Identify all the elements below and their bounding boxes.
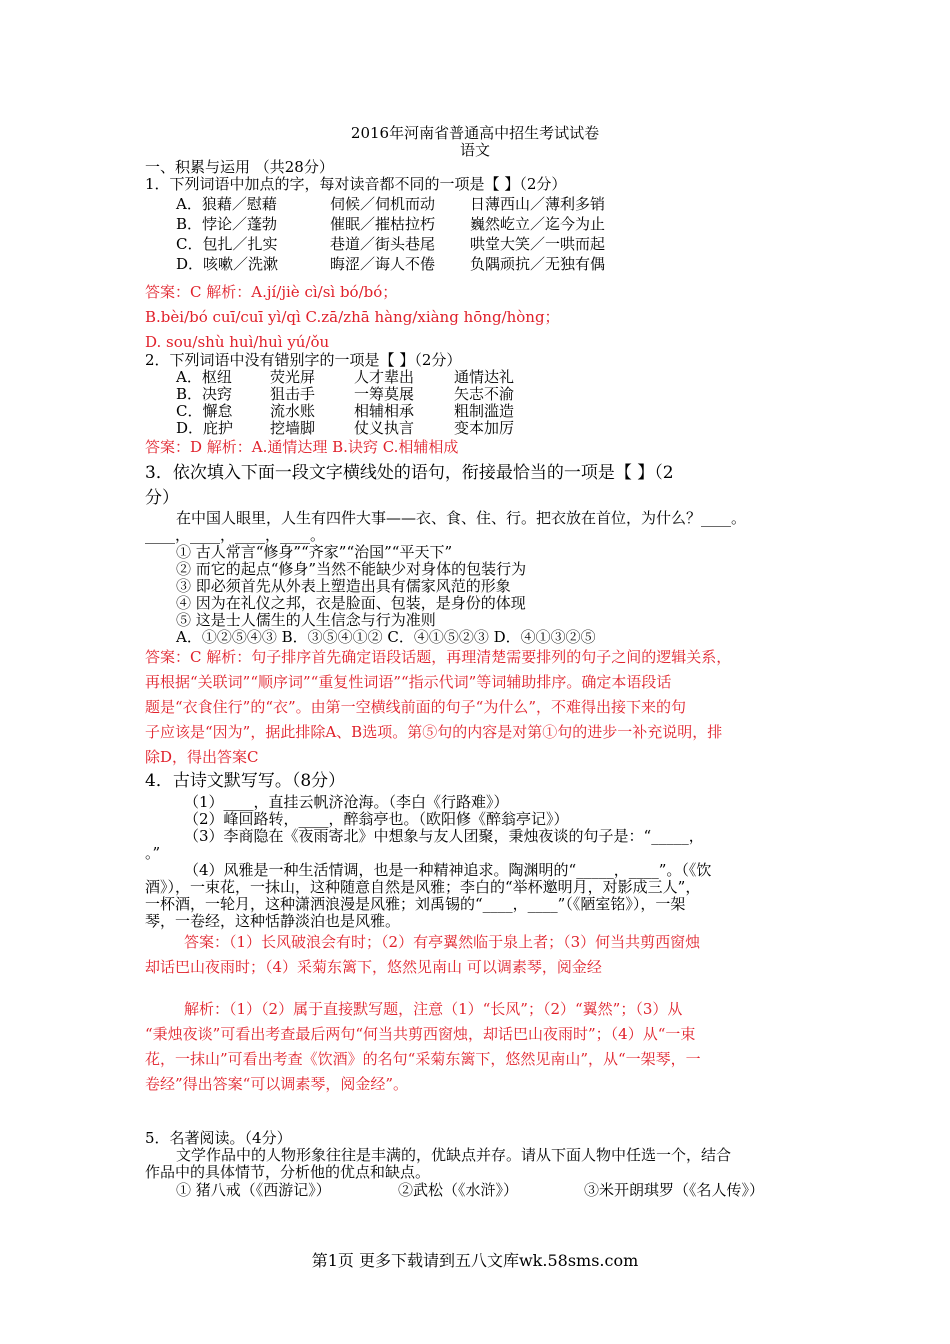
q4-analysis: “秉烛夜谈”可看出考查最后两句“何当共剪西窗烛，却话巴山夜雨时”；（4）从“一束 bbox=[145, 1025, 696, 1043]
q2-option-cell: C．懈怠 bbox=[176, 402, 233, 420]
q1-option-cell: A．狼藉／慰藉 bbox=[176, 195, 277, 213]
q1-option-c bbox=[176, 236, 826, 253]
q4-line: 。” bbox=[145, 844, 161, 862]
q1-option-cell: 晦涩／诲人不倦 bbox=[330, 255, 436, 273]
q2-option-d bbox=[176, 420, 596, 437]
q2-option-cell: 矢志不渝 bbox=[454, 385, 515, 403]
q2-option-cell: A．枢纽 bbox=[176, 368, 232, 386]
q4-stem: 4．古诗文默写写。（8分） bbox=[145, 771, 346, 791]
q2-option-cell: 通情达礼 bbox=[454, 368, 515, 386]
q4-line: （2）峰回路转，____，醉翁亭也。（欧阳修《醉翁亭记》） bbox=[184, 810, 569, 828]
q2-option-cell: 人才辈出 bbox=[354, 368, 415, 386]
q1-option-cell: 负隅顽抗／无独有偶 bbox=[470, 255, 606, 273]
q1-option-cell: 哄堂大笑／一哄而起 bbox=[470, 235, 606, 253]
section-heading: 一、积累与运用 （共28分） bbox=[145, 158, 334, 176]
q2-stem: 2．下列词语中没有错别字的一项是【 】（2分） bbox=[145, 351, 462, 369]
q4-answer: 却话巴山夜雨时；（4）采菊东篱下，悠然见南山 可以调素琴，阅金经 bbox=[145, 958, 602, 976]
q2-option-cell: 变本加厉 bbox=[454, 419, 515, 437]
q3-item: ④ 因为在礼仪之邦，衣是脸面、包装，是身份的体现 bbox=[176, 594, 526, 612]
q1-option-cell: 巷道／街头巷尾 bbox=[330, 235, 436, 253]
q4-analysis: 卷经”得出答案“可以调素琴，阅金经”。 bbox=[145, 1075, 409, 1093]
q2-option-c bbox=[176, 403, 596, 420]
q3-item: ② 而它的起点“修身”当然不能缺少对身体的包装行为 bbox=[176, 560, 527, 578]
q2-option-cell: 一筹莫展 bbox=[354, 385, 415, 403]
q2-option-cell: 荧光屏 bbox=[270, 368, 316, 386]
page-footer: 第1页 更多下载请到五八文库wk.58sms.com bbox=[311, 1251, 639, 1270]
q4-answer: 答案：（1）长风破浪会有时；（2）有亭翼然临于泉上者；（3）何当共剪西窗烛 bbox=[184, 933, 701, 951]
q1-answer: D. sou/shù huì/huì yú/ǒu bbox=[145, 333, 330, 351]
q1-option-cell: 巍然屹立／迄今为止 bbox=[470, 215, 606, 233]
q2-option-b bbox=[176, 386, 596, 403]
q1-stem: 1．下列词语中加点的字，每对读音都不同的一项是【 】（2分） bbox=[145, 175, 567, 193]
q4-analysis: 花，一抹山”可看出考查《饮酒》的名句“采菊东篱下，悠然见南山”，从“一架琴，一 bbox=[145, 1050, 701, 1068]
q3-stem: 3．依次填入下面一段文字横线处的语句，衔接最恰当的一项是【 】（2 bbox=[145, 463, 674, 483]
q1-option-b bbox=[176, 216, 826, 233]
q1-option-a bbox=[176, 196, 826, 213]
q1-answer: B.bèi/bó cuī/cuī yì/qì C.zā/zhā hàng/xiàng hōng/hòng； bbox=[145, 308, 560, 326]
q1-option-cell: 日薄西山／薄利多销 bbox=[470, 195, 606, 213]
q1-option-cell: D．咳嗽／洗漱 bbox=[176, 255, 279, 273]
q1-option-cell: 催眠／摧枯拉朽 bbox=[330, 215, 436, 233]
q4-line: 一杯酒，一轮月，这种潇洒浪漫是风雅；刘禹锡的“____，____”（《陋室铭》），一架 bbox=[145, 895, 686, 913]
q4-line: （3）李商隐在《夜雨寄北》中想象与友人团聚，秉烛夜谈的句子是：“_____， bbox=[184, 827, 704, 845]
q2-option-a bbox=[176, 369, 596, 386]
q3-answer: 题是“衣食住行”的“衣”。由第一空横线前面的句子“为什么”，不难得出接下来的句 bbox=[145, 698, 687, 716]
q3-item: ① 古人常言“修身”“齐家”“治国”“平天下” bbox=[176, 543, 453, 561]
q5-choice: ③米开朗琪罗（《名人传》） bbox=[584, 1181, 765, 1199]
q3-passage: ____，____，____，____。 bbox=[145, 526, 326, 544]
q4-line: 琴，一卷经，这种恬静淡泊也是风雅。 bbox=[145, 912, 401, 930]
q5-text: 作品中的具体情节，分析他的优点和缺点。 bbox=[145, 1163, 431, 1181]
q5-choice: ②武松（《水浒》） bbox=[398, 1181, 519, 1199]
q4-analysis: 解析：（1）（2）属于直接默写题，注意（1）“长风”；（2）“翼然”；（3）从 bbox=[184, 1000, 683, 1018]
q3-choices: A．①②⑤④③ B．③⑤④①② C．④①⑤②③ D．④①③②⑤ bbox=[176, 628, 596, 646]
subject-title: 语文 bbox=[459, 141, 490, 159]
q4-line: 酒》），一束花，一抹山，这种随意自然是风雅；李白的“举杯邀明月，对影成三人”， bbox=[145, 878, 701, 896]
q5-choices bbox=[176, 1182, 816, 1199]
q1-option-cell: C．包扎／扎实 bbox=[176, 235, 278, 253]
q2-option-cell: 流水账 bbox=[270, 402, 316, 420]
q2-option-cell: 相辅相承 bbox=[354, 402, 415, 420]
q1-answer: 答案：C 解析：A.jí/jiè cì/sì bó/bó； bbox=[145, 283, 398, 301]
q3-answer: 子应该是“因为”，据此排除A、B选项。第⑤句的内容是对第①句的进步一补充说明，排 bbox=[145, 723, 723, 741]
q1-option-cell: B．悖论／蓬勃 bbox=[176, 215, 278, 233]
q3-item: ⑤ 这是士人儒生的人生信念与行为准则 bbox=[176, 611, 436, 629]
q1-option-d bbox=[176, 256, 826, 273]
q2-option-cell: 仗义执言 bbox=[354, 419, 415, 437]
q3-stem: 分） bbox=[145, 488, 179, 508]
q4-line: （1）____，直挂云帆济沧海。（李白《行路难》） bbox=[184, 793, 509, 811]
q2-option-cell: B．决窍 bbox=[176, 385, 233, 403]
q3-answer: 答案：C 解析：句子排序首先确定语段话题，再理清楚需要排列的句子之间的逻辑关系， bbox=[145, 648, 732, 666]
q5-stem: 5．名著阅读。（4分） bbox=[145, 1129, 292, 1147]
q2-option-cell: D．庇护 bbox=[176, 419, 234, 437]
q3-answer: 除D，得出答案C bbox=[145, 748, 259, 766]
q3-passage: 在中国人眼里，人生有四件大事——衣、食、住、行。把衣放在首位，为什么？____。 bbox=[176, 509, 747, 527]
q5-choice: ① 猪八戒（《西游记》） bbox=[176, 1181, 331, 1199]
q4-line: （4）风雅是一种生活情调，也是一种精神追求。陶渊明的“_____，____”。（《饮 bbox=[184, 861, 712, 879]
q3-item: ③ 即必须首先从外表上塑造出具有儒家风范的形象 bbox=[176, 577, 511, 595]
q1-option-cell: 伺候／伺机而动 bbox=[330, 195, 436, 213]
q2-answer: 答案：D 解析：A.通情达理 B.诀窍 C.相辅相成 bbox=[145, 438, 459, 456]
q2-option-cell: 粗制滥造 bbox=[454, 402, 515, 420]
q2-option-cell: 狙击手 bbox=[270, 385, 316, 403]
q3-answer: 再根据“关联词”“顺序词”“重复性词语”“指示代词”等词辅助排序。确定本语段话 bbox=[145, 673, 672, 691]
q5-text: 文学作品中的人物形象往往是丰满的，优缺点并存。请从下面人物中任选一个，结合 bbox=[176, 1146, 732, 1164]
q2-option-cell: 挖墙脚 bbox=[270, 419, 316, 437]
page-title: 2016年河南省普通高中招生考试试卷 bbox=[350, 124, 600, 142]
